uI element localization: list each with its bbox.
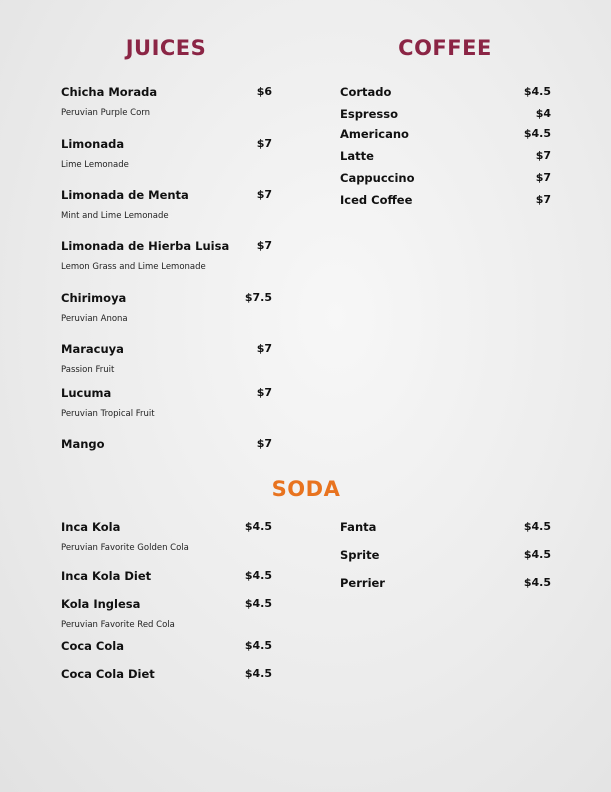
menu-item-name: Cortado: [340, 85, 392, 99]
menu-item-price: $7: [256, 137, 272, 150]
menu-item-price: $4.5: [523, 576, 551, 589]
menu-item-name: Cappuccino: [340, 171, 415, 185]
menu-item-name: Coca Cola: [61, 639, 124, 653]
menu-item-price: $4.5: [244, 597, 272, 610]
menu-item-name: Fanta: [340, 520, 377, 534]
menu-item-name: Limonada de Menta: [61, 188, 189, 202]
menu-item-description: Lime Lemonade: [61, 160, 129, 170]
menu-item-name: Latte: [340, 149, 374, 163]
menu-item-name: Maracuya: [61, 342, 124, 356]
menu-item-name: Americano: [340, 127, 409, 141]
menu-item-name: Iced Coffee: [340, 193, 413, 207]
menu-item-price: $4.5: [244, 639, 272, 652]
menu-item-price: $4.5: [523, 127, 551, 140]
menu-item-price: $7.5: [244, 291, 272, 304]
menu-item-price: $4.5: [523, 520, 551, 533]
menu-item-price: $7: [256, 386, 272, 399]
menu-item-price: $4.5: [244, 520, 272, 533]
menu-item-price: $7: [535, 193, 551, 206]
menu-item-price: $7: [256, 188, 272, 201]
menu-item-name: Chirimoya: [61, 291, 127, 305]
menu-item-price: $6: [256, 85, 272, 98]
menu-item-name: Limonada de Hierba Luisa: [61, 239, 230, 253]
menu-item-price: $7: [535, 149, 551, 162]
menu-item-name: Chicha Morada: [61, 85, 158, 99]
menu-item-price: $4.5: [244, 667, 272, 680]
menu-item-name: Espresso: [340, 107, 398, 121]
menu-item-price: $7: [256, 342, 272, 355]
menu-item-description: Peruvian Tropical Fruit: [61, 409, 155, 419]
menu-item-price: $4.5: [244, 569, 272, 582]
menu-item-name: Lucuma: [61, 386, 112, 400]
menu-item-name: Perrier: [340, 576, 385, 590]
menu-item-name: Sprite: [340, 548, 380, 562]
menu-item-description: Peruvian Favorite Golden Cola: [61, 543, 189, 553]
soda-heading: SODA: [271, 477, 341, 501]
menu-item-price: $7: [535, 171, 551, 184]
menu-item-price: $4.5: [523, 85, 551, 98]
menu-item-description: Peruvian Anona: [61, 314, 128, 324]
menu-item-name: Kola Inglesa: [61, 597, 141, 611]
menu-item-description: Lemon Grass and Lime Lemonade: [61, 262, 206, 272]
menu-item-price: $4.5: [523, 548, 551, 561]
menu-item-price: $7: [256, 437, 272, 450]
coffee-heading: COFFEE: [398, 36, 492, 60]
menu-item-description: Peruvian Purple Corn: [61, 108, 151, 118]
menu-item-price: $4: [535, 107, 551, 120]
menu-item-name: Coca Cola Diet: [61, 667, 155, 681]
menu-item-description: Peruvian Favorite Red Cola: [61, 620, 175, 630]
menu-item-name: Inca Kola: [61, 520, 121, 534]
menu-item-price: $7: [256, 239, 272, 252]
menu-item-name: Inca Kola Diet: [61, 569, 152, 583]
juices-heading: JUICES: [125, 36, 207, 60]
menu-item-description: Mint and Lime Lemonade: [61, 211, 169, 221]
menu-item-name: Limonada: [61, 137, 125, 151]
menu-item-description: Passion Fruit: [61, 365, 115, 375]
menu-item-name: Mango: [61, 437, 105, 451]
